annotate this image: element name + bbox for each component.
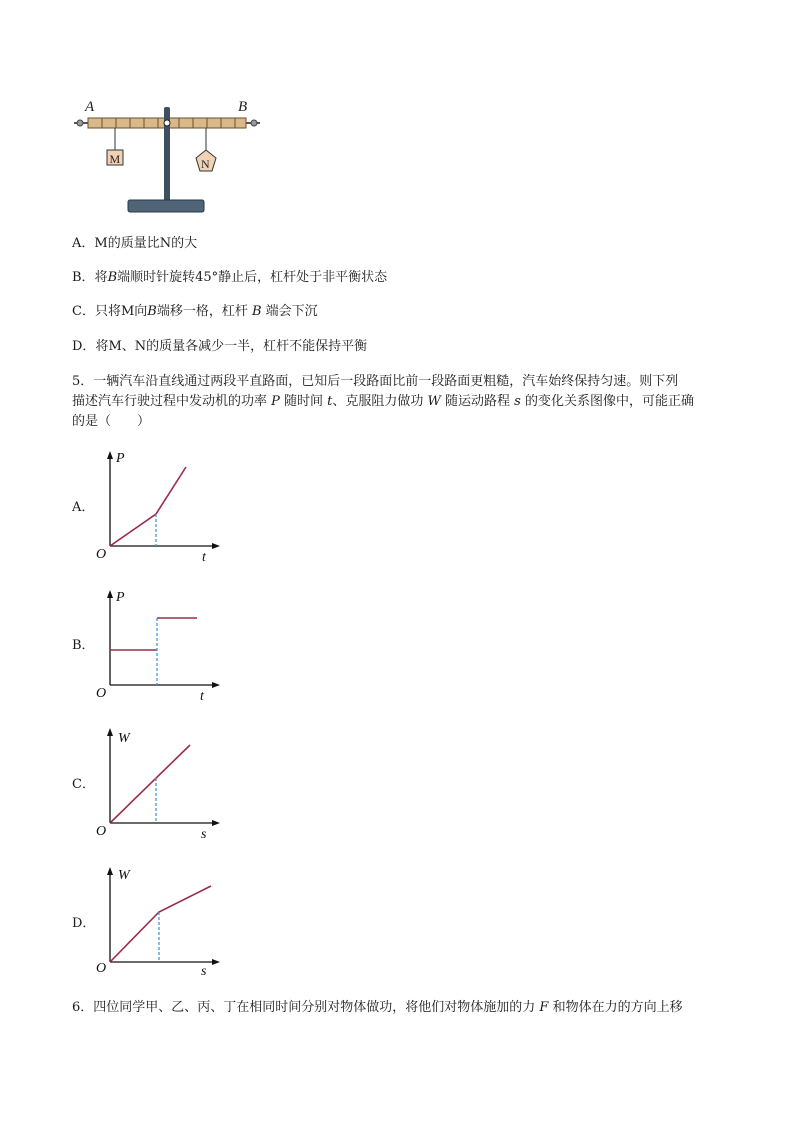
q4-option-a	[72, 236, 197, 252]
q5-graph-a-origin: O	[96, 547, 107, 562]
q5-graph-b-origin: O	[96, 686, 107, 701]
text-run: 的变化关系图像中，可能正确	[520, 394, 694, 409]
math-variable: W	[427, 394, 441, 409]
q5-graph-a-option: A．	[72, 500, 95, 515]
q5-stem-line3: 的是（ ）	[72, 414, 151, 429]
text-run: M的质量比N的大	[94, 236, 198, 251]
weight-m-label: M	[109, 152, 121, 166]
text-run: 端会下沉	[261, 304, 318, 319]
text-run: 将	[94, 270, 108, 285]
q5-graph-c	[92, 725, 222, 845]
option-label: B．	[72, 270, 95, 285]
q5-graph-a-curve	[110, 467, 186, 546]
text-run: 端顺时针旋转45°静止后，杠杆处于非平衡状态	[117, 270, 388, 285]
math-variable: B	[147, 304, 157, 319]
weight-n-label: N	[201, 157, 210, 171]
text-run: 随运动路程	[440, 394, 515, 409]
text-run: 将M、N的质量各减少一半，杠杆不能保持平衡	[95, 339, 368, 354]
lever-figure	[70, 95, 270, 220]
option-label: A．	[72, 236, 95, 251]
q5-stem-line2	[72, 394, 694, 410]
text-run: 描述汽车行驶过程中发动机的功率	[72, 394, 272, 409]
option-label: C．	[72, 304, 95, 319]
q5-graph-d-curve	[110, 886, 211, 962]
q5-graph-d-option: D．	[72, 916, 96, 931]
math-variable: t	[327, 394, 333, 409]
q5-graph-d-origin: O	[96, 961, 107, 976]
q5-graph-d-x-label: s	[201, 964, 207, 979]
text-run: 端移一格，杠杆	[156, 304, 252, 319]
q5-graph-b-y-label: P	[116, 590, 125, 605]
math-variable: B	[251, 304, 262, 319]
text-run: 随时间	[279, 394, 328, 409]
lever-stand-base	[128, 200, 204, 212]
text-run: 只将M向	[94, 304, 148, 319]
text-run: 6．四位同学甲、乙、丙、丁在相同时间分别对物体做功，将他们对物体施加的力	[72, 1000, 540, 1015]
option-label: D．	[72, 339, 96, 354]
math-variable: B	[107, 270, 118, 285]
q5-graph-c-x-label: s	[201, 827, 207, 842]
math-variable: s	[514, 394, 521, 409]
text-run: 5．一辆汽车沿直线通过两段平直路面，已知后一段路面比前一段路面更粗糙，汽车始终保持匀速。则下列	[72, 374, 679, 389]
q5-graph-b-x-label: t	[200, 689, 204, 704]
math-variable: F	[539, 1000, 549, 1015]
q5-graph-d	[92, 864, 222, 984]
q5-stem-line1	[72, 374, 678, 390]
q5-graph-a	[92, 448, 222, 568]
q5-graph-c-option: C．	[72, 777, 95, 792]
q5-graph-b-option: B．	[72, 638, 95, 653]
q5-graph-d-y-label: W	[118, 868, 130, 883]
text-run: 和物体在力的方向上移	[548, 1000, 683, 1015]
q4-option-d	[72, 339, 367, 355]
lever-end-a-label: A	[85, 99, 95, 115]
q4-option-b	[72, 270, 387, 286]
q4-option-c	[72, 304, 318, 320]
math-variable: P	[271, 394, 280, 409]
q5-graph-c-origin: O	[96, 824, 107, 839]
q5-graph-b	[92, 587, 222, 707]
q5-graph-c-y-label: W	[118, 731, 130, 746]
q5-graph-c-curve	[110, 745, 190, 823]
lever-end-b-label: B	[238, 99, 248, 115]
q6-stem-line1	[72, 1000, 683, 1016]
q5-graph-a-y-label: P	[116, 451, 125, 466]
text-run: 、克服阻力做功	[332, 394, 428, 409]
q5-graph-a-x-label: t	[202, 550, 206, 565]
